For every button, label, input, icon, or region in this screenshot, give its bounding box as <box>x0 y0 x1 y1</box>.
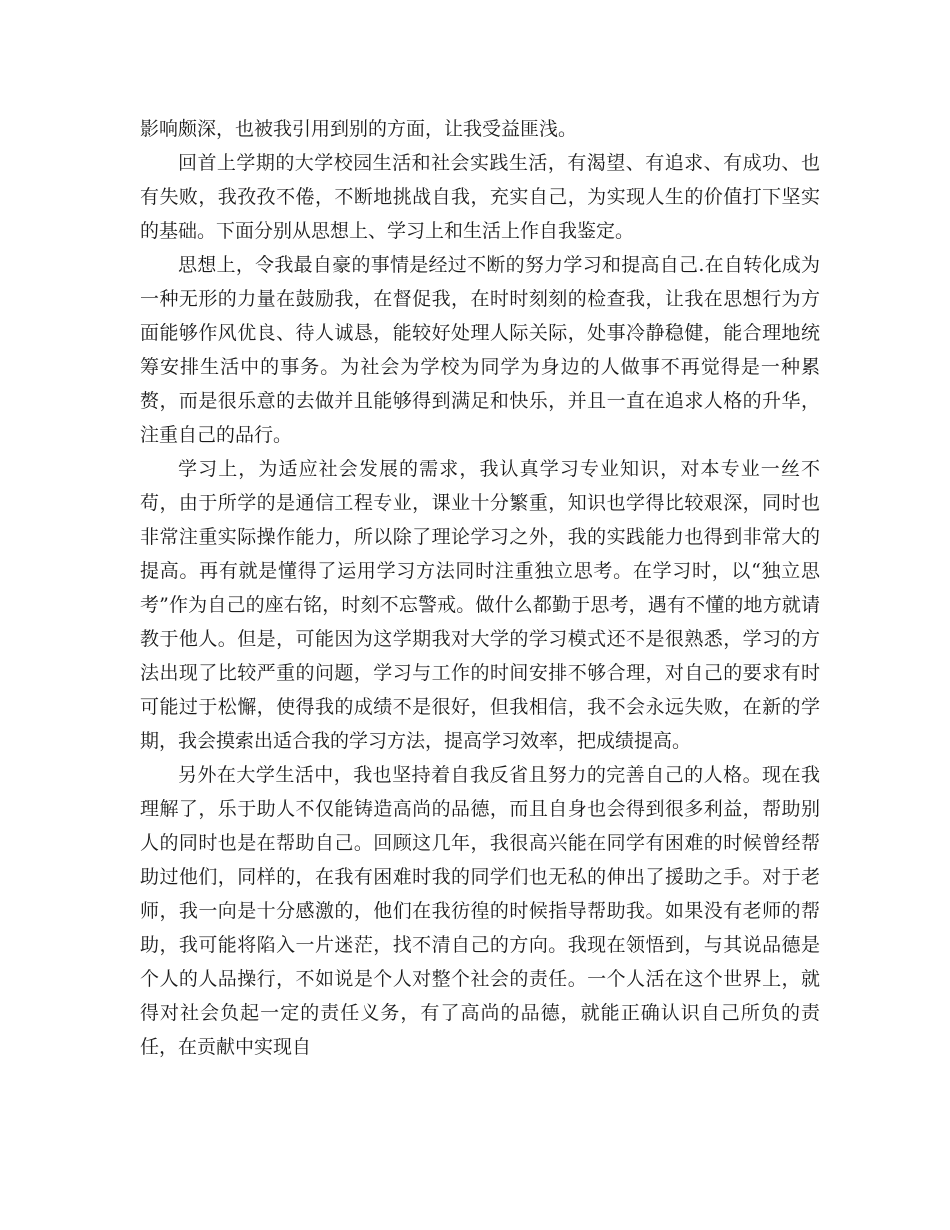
paragraph-continuation: 影响颇深，也被我引用到别的方面，让我受益匪浅。 <box>140 118 578 140</box>
paragraph-thought: 思想上，令我最自豪的事情是经过不断的努力学习和提高自己.在自转化成为一种无形的力量在鼓励我，在督促我，在时时刻刻的检查我，让我在思想行为方面能够作风优良、待人诚恳，能较好处理人际关际，处事冷静稳健，能合理地统筹安排生活中的事务。为社会为学校为同学为身边的人做事不再觉得是一种累赘，而是很乐意的去做并且能够得到满足和快乐，并且一直在追求人格的升华，注重自己的品行。 <box>140 254 820 446</box>
paragraph-study: 学习上，为适应社会发展的需求，我认真学习专业知识，对本专业一丝不苟，由于所学的是通信工程专业，课业十分繁重，知识也学得比较艰深，同时也非常注重实际操作能力，所以除了理论学习之外，我的实践能力也得到非常大的提高。再有就是懂得了运用学习方法同时注重独立思考。在学习时，以“独立思考”作为自己的座右铭，时刻不忘警戒。做什么都勤于思考，遇有不懂的地方就请教于他人。但是，可能因为这学期我对大学的学习模式还不是很熟悉，学习的方法出现了比较严重的问题，学习与工作的时间安排不够合理，对自己的要求有时可能过于松懈，使得我的成绩不是很好，但我相信，我不会永远失败，在新的学期，我会摸索出适合我的学习方法，提高学习效率，把成绩提高。 <box>140 458 820 752</box>
paragraph-life: 另外在大学生活中，我也坚持着自我反省且努力的完善自己的人格。现在我理解了，乐于助人不仅能铸造高尚的品德，而且自身也会得到很多利益，帮助别人的同时也是在帮助自己。回顾这几年，我很高兴能在同学有困难的时候曾经帮助过他们，同样的，在我有困难时我的同学们也无私的伸出了援助之手。对于老师，我一向是十分感激的，他们在我彷徨的时候指导帮助我。如果没有老师的帮助，我可能将陷入一片迷茫，找不清自己的方向。我现在领悟到，与其说品德是个人的人品操行，不如说是个人对整个社会的责任。一个人活在这个世界上，就得对社会负起一定的责任义务，有了高尚的品德，就能正确认识自己所负的责任，在贡献中实现自 <box>140 764 820 1058</box>
document-body <box>140 112 820 1064</box>
paragraph-review-intro: 回首上学期的大学校园生活和社会实践生活，有渴望、有追求、有成功、也有失败，我孜孜不倦，不断地挑战自我，充实自己，为实现人生的价值打下坚实的基础。下面分别从思想上、学习上和生活上作自我鉴定。 <box>140 152 820 242</box>
